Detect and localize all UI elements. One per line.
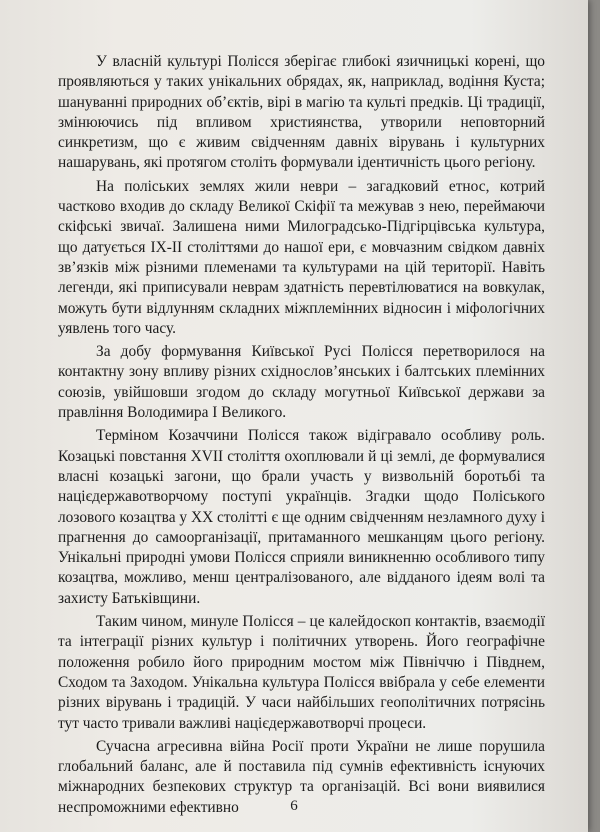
paragraph-2: На поліських землях жили неври – загадковий етнос, котрий частково входив до складу Великої Скіфії та межував з нею, переймаючи скіфські звичаї. Залишена ними Милоградсько-Підгірцівська культура, що датується IX-II століттями до нашої ери, є мовчазним свідком давніх зв’язків між різними племенами та культурами на цій території. Навіть легенди, які приписували неврам здатність перевтілюватися на вовкулак, можуть бути відлунням складних міжплемінних відносин і міфологічних уявлень того часу. xyxy=(58,177,545,337)
paragraph-6: Сучасна агресивна війна Росії проти України не лише порушила глобальний баланс, але й поставила під сумнів ефективність існуючих міжнародних безпекових структур та організацій. Всі вони виявилися неспроможними ефективно xyxy=(58,737,545,816)
paragraph-5: Таким чином, минуле Полісся – це калейдоскоп контактів, взаємодії та інтеграції різних культур і політичних утворень. Його географічне положення робило його природним мостом між Північчю і Півднем, Сходом та Заходом. Унікальна культура Полісся ввібрала у себе елементи різних вірувань і традицій. У часи найбільших геополітичних потрясінь тут часто тривали важливі націєдержавотворчі процеси. xyxy=(58,613,545,732)
paragraph-3: За добу формування Київської Русі Полісся перетворилося на контактну зону впливу різних східнослов’янських і балтських племінних союзів, увійшовши згодом до складу могутньої Київської держави за правління Володимира І Великого. xyxy=(58,343,545,422)
paragraph-1: У власній культурі Полісся зберігає глибокі язичницькі корені, що проявляються у таких унікальних обрядах, як, наприклад, водіння Куста; шануванні природних об’єктів, вірі в магію та культі предків. Ці традиції, змінюючись під впливом християнства, утворили неповторний синкретизм, що є живим свідченням давніх вірувань і культурних нашарувань, які протягом століть формували ідентичність цього регіону. xyxy=(58,53,545,172)
page-number: 6 xyxy=(290,798,298,814)
body-text xyxy=(58,52,545,821)
paragraph-4: Терміном Козаччини Полісся також відігравало особливу роль. Козацькі повстання XVII століття охоплювали й ці землі, де формувалися власні козацькі загони, що брали участь у визвольній боротьбі та націєдержавотворчому поступі українців. Згадки щодо Поліського лозового козацтва у XX столітті є ще одним свідченням незламного духу і прагнення до самоорганізації, притаманного мешканцям цього регіону. Унікальні природні умови Полісся сприяли виникненню особливого типу козацтва, можливо, менш централізованого, але відданого ідеям волі та захисту Батьківщини. xyxy=(58,427,545,607)
